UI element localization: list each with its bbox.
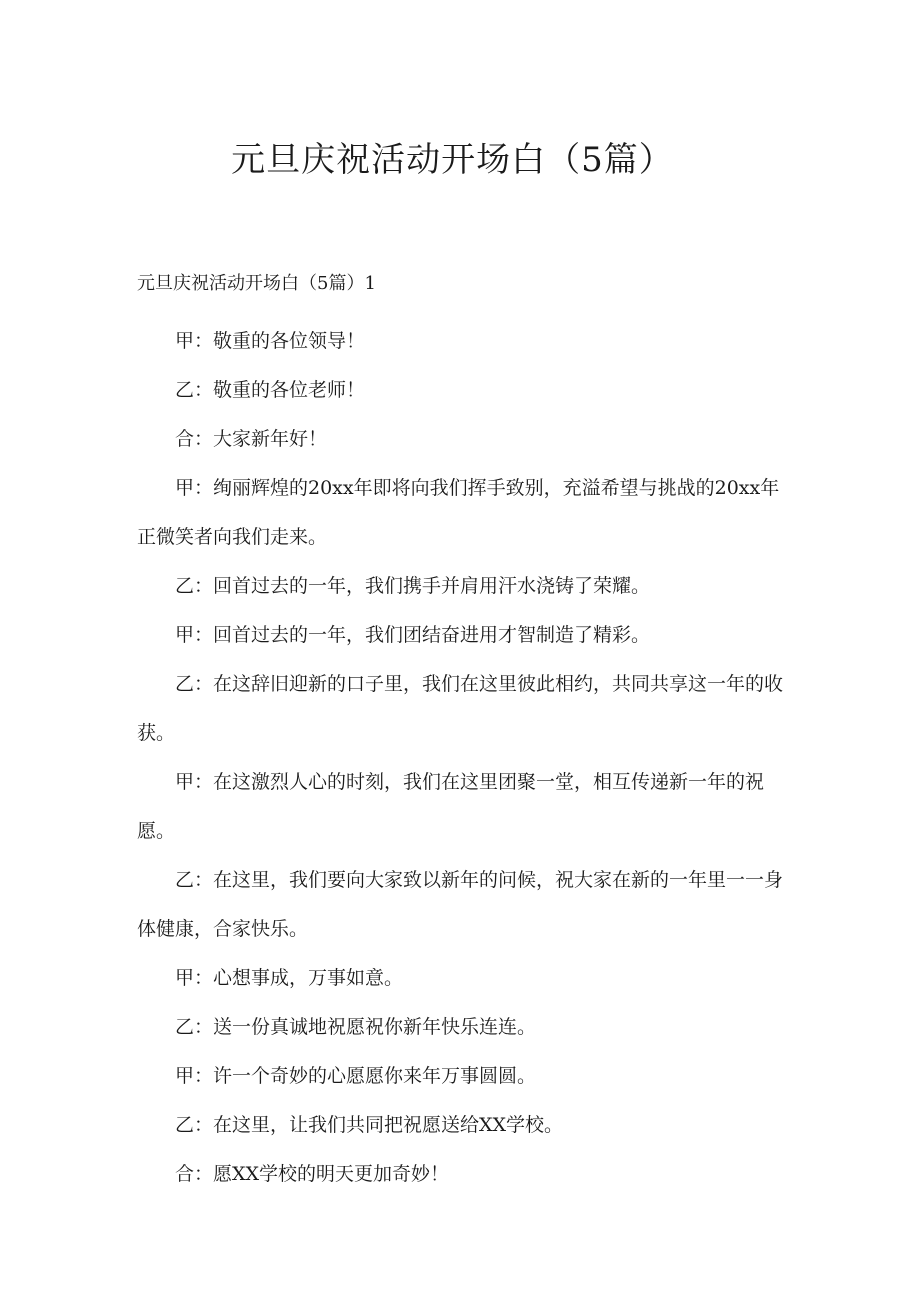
paragraph-10: 甲：心想事成，万事如意。 <box>175 967 404 989</box>
paragraph-3: 合：大家新年好！ <box>175 428 328 450</box>
paragraph-7: 乙：在这辞旧迎新的口子里，我们在这里彼此相约，共同共享这一年的收获。 <box>137 673 784 744</box>
document-title: 元旦庆祝活动开场白（5篇） <box>231 140 674 180</box>
paragraph-9: 乙：在这里，我们要向大家致以新年的问候，祝大家在新的一年里一一身体健康，合家快乐。 <box>137 869 784 940</box>
paragraph-1: 甲：敬重的各位领导！ <box>175 330 366 352</box>
paragraph-13: 乙：在这里，让我们共同把祝愿送给XX学校。 <box>175 1114 564 1136</box>
paragraph-2: 乙：敬重的各位老师！ <box>175 379 366 401</box>
paragraph-11: 乙：送一份真诚地祝愿祝你新年快乐连连。 <box>175 1016 537 1038</box>
paragraph-14: 合：愿XX学校的明天更加奇妙！ <box>175 1163 450 1185</box>
paragraph-5: 乙：回首过去的一年，我们携手并肩用汗水浇铸了荣耀。 <box>175 575 651 597</box>
paragraph-12: 甲：许一个奇妙的心愿愿你来年万事圆圆。 <box>175 1065 537 1087</box>
paragraph-4: 甲：绚丽辉煌的20xx年即将向我们挥手致别，充溢希望与挑战的20xx年正微笑者向我们走来。 <box>137 477 780 548</box>
section-heading: 元旦庆祝活动开场白（5篇）1 <box>137 273 376 294</box>
paragraph-6: 甲：回首过去的一年，我们团结奋进用才智制造了精彩。 <box>175 624 651 646</box>
paragraph-8: 甲：在这激烈人心的时刻，我们在这里团聚一堂，相互传递新一年的祝愿。 <box>137 771 765 842</box>
document-body <box>137 268 787 1199</box>
